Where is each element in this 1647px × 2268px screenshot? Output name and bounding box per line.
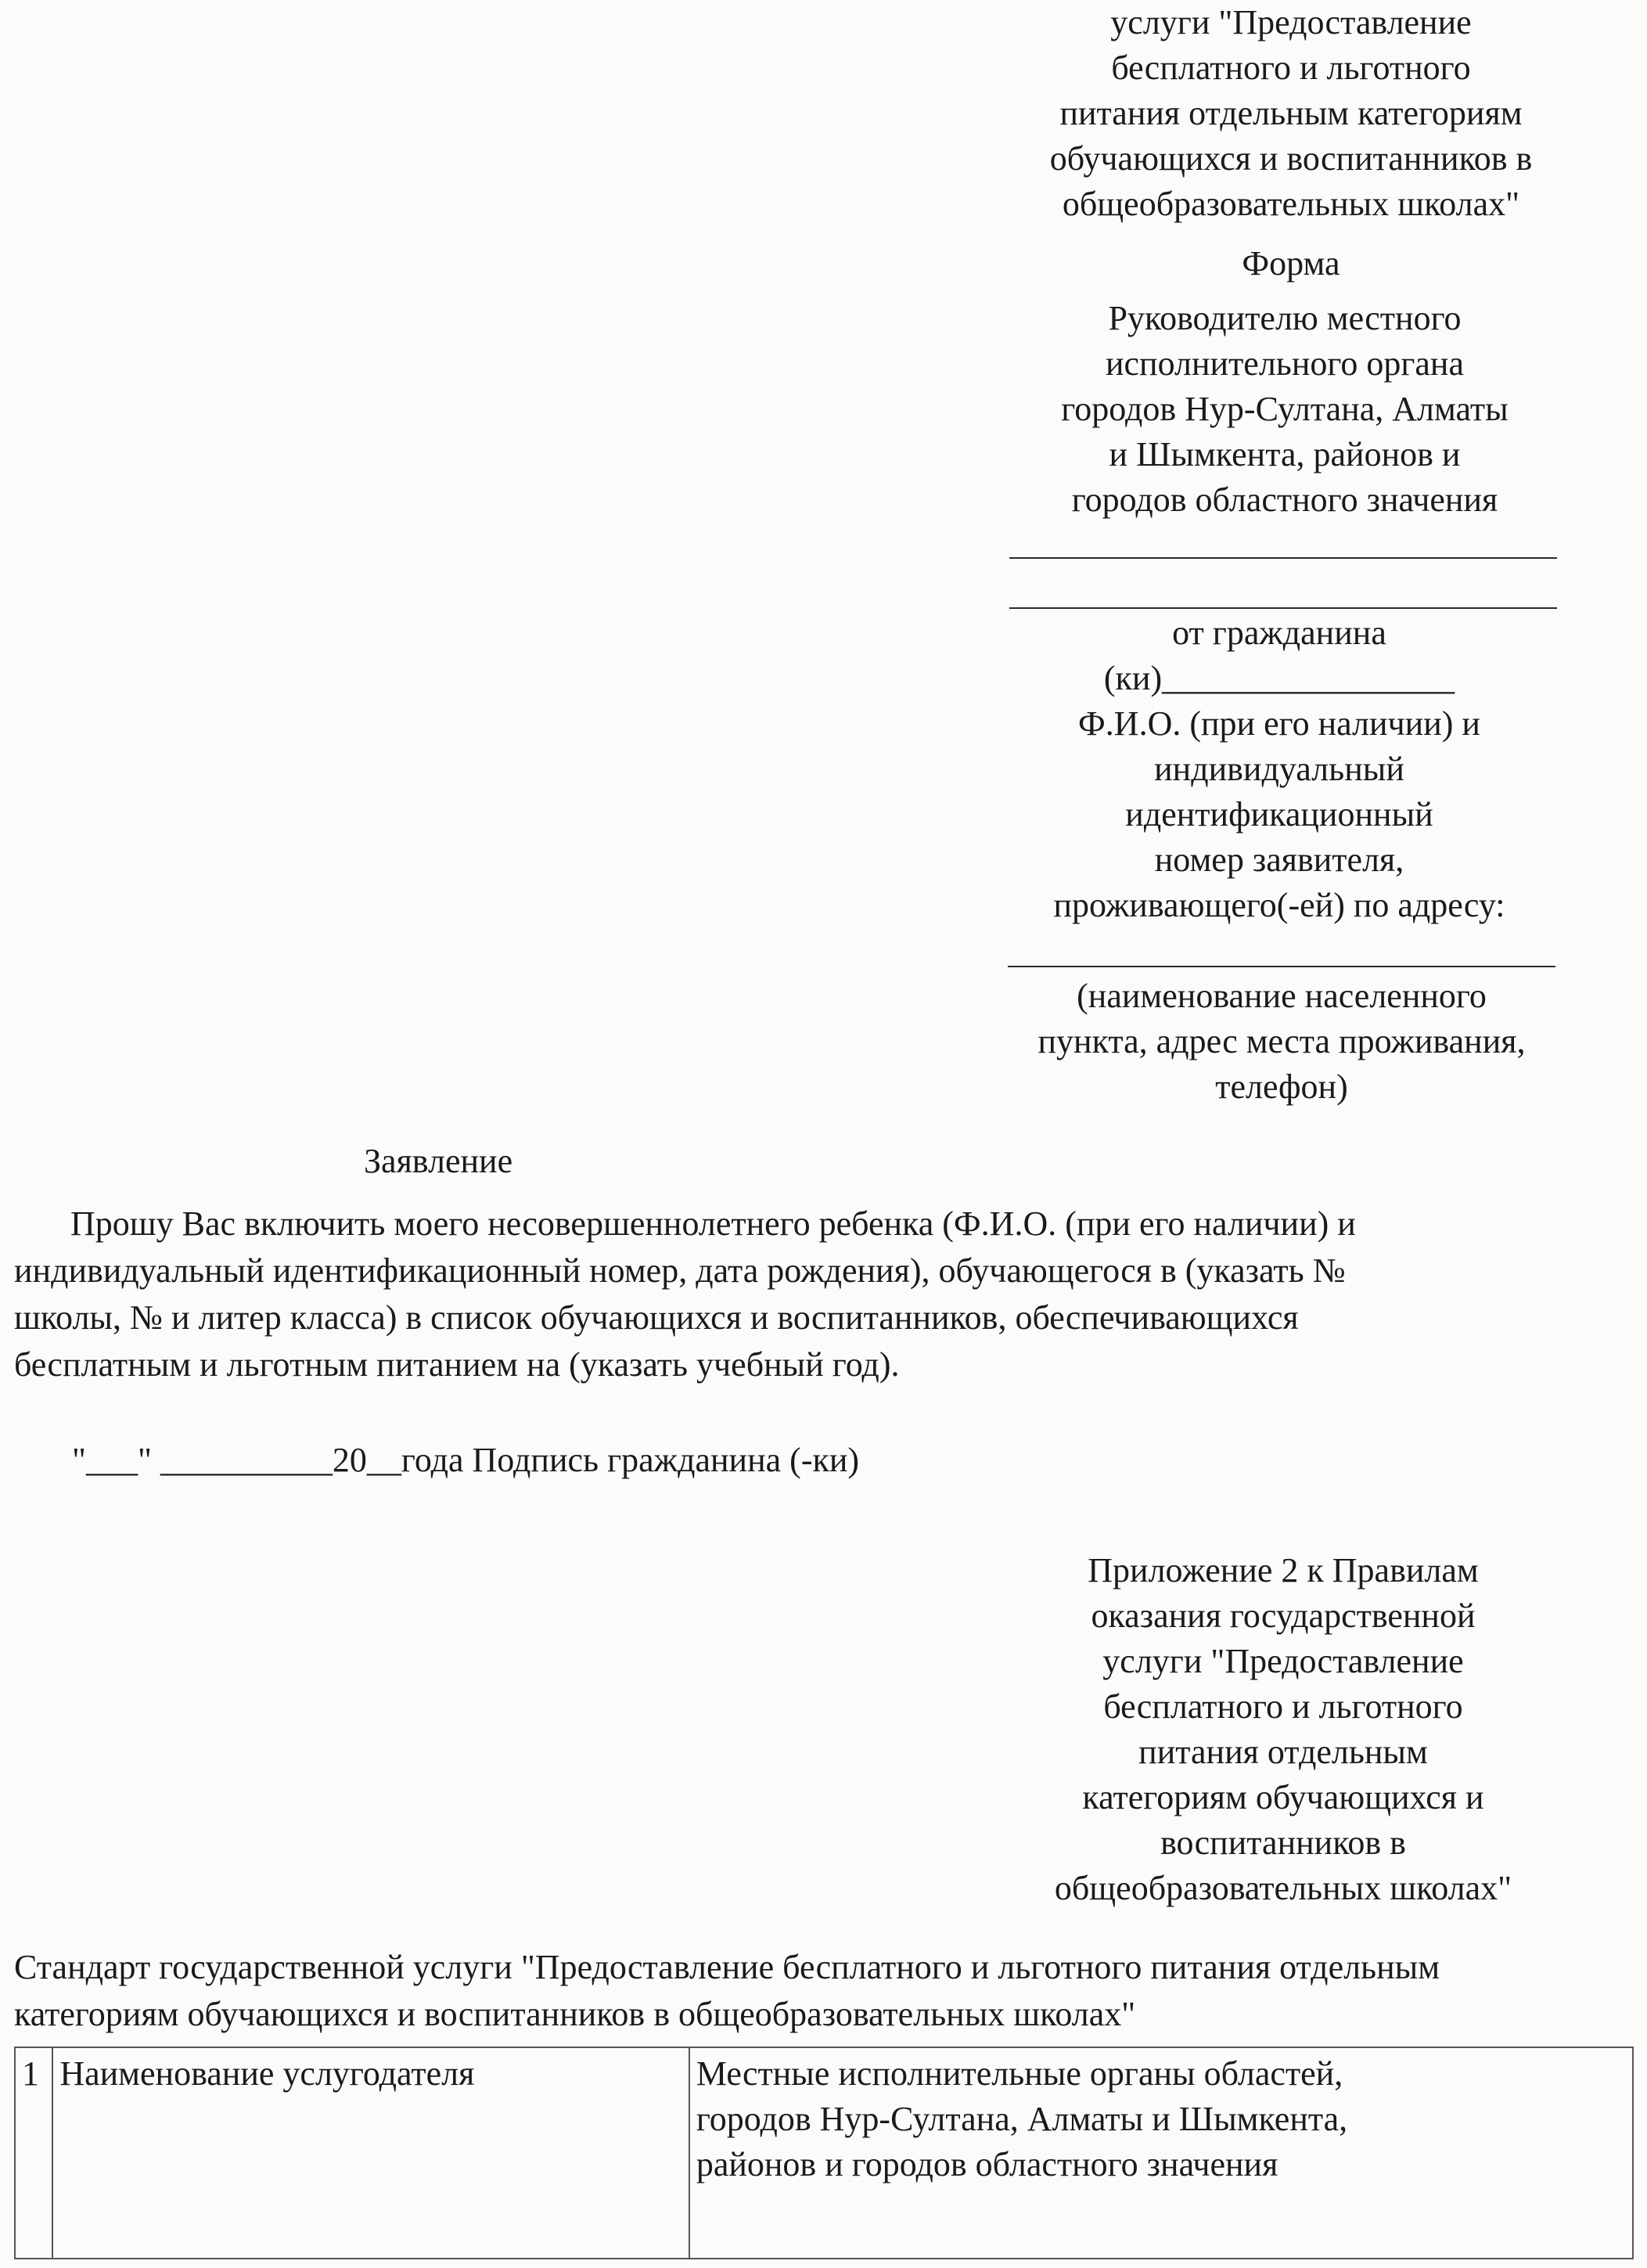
address-blank-line — [1008, 966, 1555, 967]
addressee-line: исполнительного органа — [1105, 344, 1465, 383]
applicant-line: номер заявителя, — [1154, 841, 1404, 879]
standard-title-line: Стандарт государственной услуги "Предоставление бесплатного и льготного питания отдельным — [14, 1948, 1440, 1986]
appendix2-line: Приложение 2 к Правилам — [1088, 1551, 1479, 1589]
addressee-line: городов Нур-Султана, Алматы — [1061, 390, 1509, 428]
applicant-line: Ф.И.О. (при его наличии) и — [1078, 704, 1480, 743]
statement-body — [14, 1201, 1626, 1388]
statement-line: индивидуальный идентификационный номер, дата рождения), обучающегося в (указать № — [14, 1251, 1346, 1290]
appendix2-line: бесплатного и льготного — [1103, 1687, 1463, 1726]
appendix1-heading — [994, 0, 1588, 227]
addressee-block — [987, 296, 1582, 523]
row-value-line: районов и городов областного значения — [696, 2145, 1278, 2183]
addressee-line: и Шымкента, районов и — [1109, 435, 1461, 473]
heading-line: общеобразовательных школах" — [1062, 185, 1520, 223]
heading-line: услуги "Предоставление — [1110, 3, 1472, 41]
applicant-line: индивидуальный — [1154, 750, 1404, 788]
signature-line: "___" __________20__года Подпись гражданина (-ки) — [72, 1441, 860, 1479]
appendix2-line: услуги "Предоставление — [1102, 1642, 1464, 1680]
applicant-line: идентификационный — [1125, 795, 1433, 833]
ki-label: (ки)_________________ — [1103, 659, 1455, 697]
applicant-block — [982, 610, 1577, 928]
row-value-line: Местные исполнительные органы областей, — [696, 2054, 1343, 2093]
standard-title-line: категориям обучающихся и воспитанников в общеобразовательных школах" — [14, 1995, 1136, 2033]
statement-line: бесплатным и льготным питанием на (указать учебный год). — [14, 1345, 900, 1384]
addressee-blank-line-2 — [1009, 607, 1557, 609]
statement-title: Заявление — [364, 1142, 513, 1180]
statement-line: Прошу Вас включить моего несовершеннолетнего ребенка (Ф.И.О. (при его наличии) и — [70, 1204, 1356, 1243]
addressee-line: Руководителю местного — [1108, 299, 1462, 337]
appendix2-line: воспитанников в — [1160, 1823, 1406, 1862]
applicant-line: проживающего(-ей) по адресу: — [1053, 886, 1505, 924]
address-note-line: (наименование населенного — [1077, 977, 1487, 1015]
row-name: Наименование услугодателя — [52, 2047, 689, 2259]
standard-title — [14, 1944, 1626, 2038]
appendix2-line: оказания государственной — [1091, 1597, 1476, 1635]
from-label: от гражданина — [1172, 614, 1386, 652]
address-note-line: пункта, адрес места проживания, — [1037, 1022, 1526, 1060]
address-note-block — [984, 974, 1579, 1110]
row-value-line: городов Нур-Султана, Алматы и Шымкента, — [696, 2100, 1348, 2138]
addressee-blank-line-1 — [1009, 557, 1557, 559]
table-row — [15, 2047, 1633, 2259]
form-label: Форма — [1242, 244, 1340, 283]
row-number: 1 — [15, 2047, 52, 2259]
statement-line: школы, № и литер класса) в список обучающихся и воспитанников, обеспечивающихся — [14, 1298, 1299, 1337]
addressee-line: городов областного значения — [1071, 481, 1498, 519]
appendix2-line: питания отдельным — [1138, 1733, 1428, 1771]
heading-line: бесплатного и льготного — [1111, 49, 1471, 87]
form-label-block — [994, 241, 1588, 286]
heading-line: питания отдельным категориям — [1059, 94, 1523, 132]
heading-line: обучающихся и воспитанников в — [1049, 139, 1533, 178]
appendix2-line: общеобразовательных школах" — [1054, 1869, 1512, 1907]
standard-table — [14, 2047, 1634, 2259]
appendix2-heading — [986, 1548, 1580, 1911]
row-value — [689, 2047, 1633, 2259]
address-note-line: телефон) — [1215, 1067, 1348, 1106]
appendix2-line: категориям обучающихся и — [1082, 1778, 1484, 1816]
